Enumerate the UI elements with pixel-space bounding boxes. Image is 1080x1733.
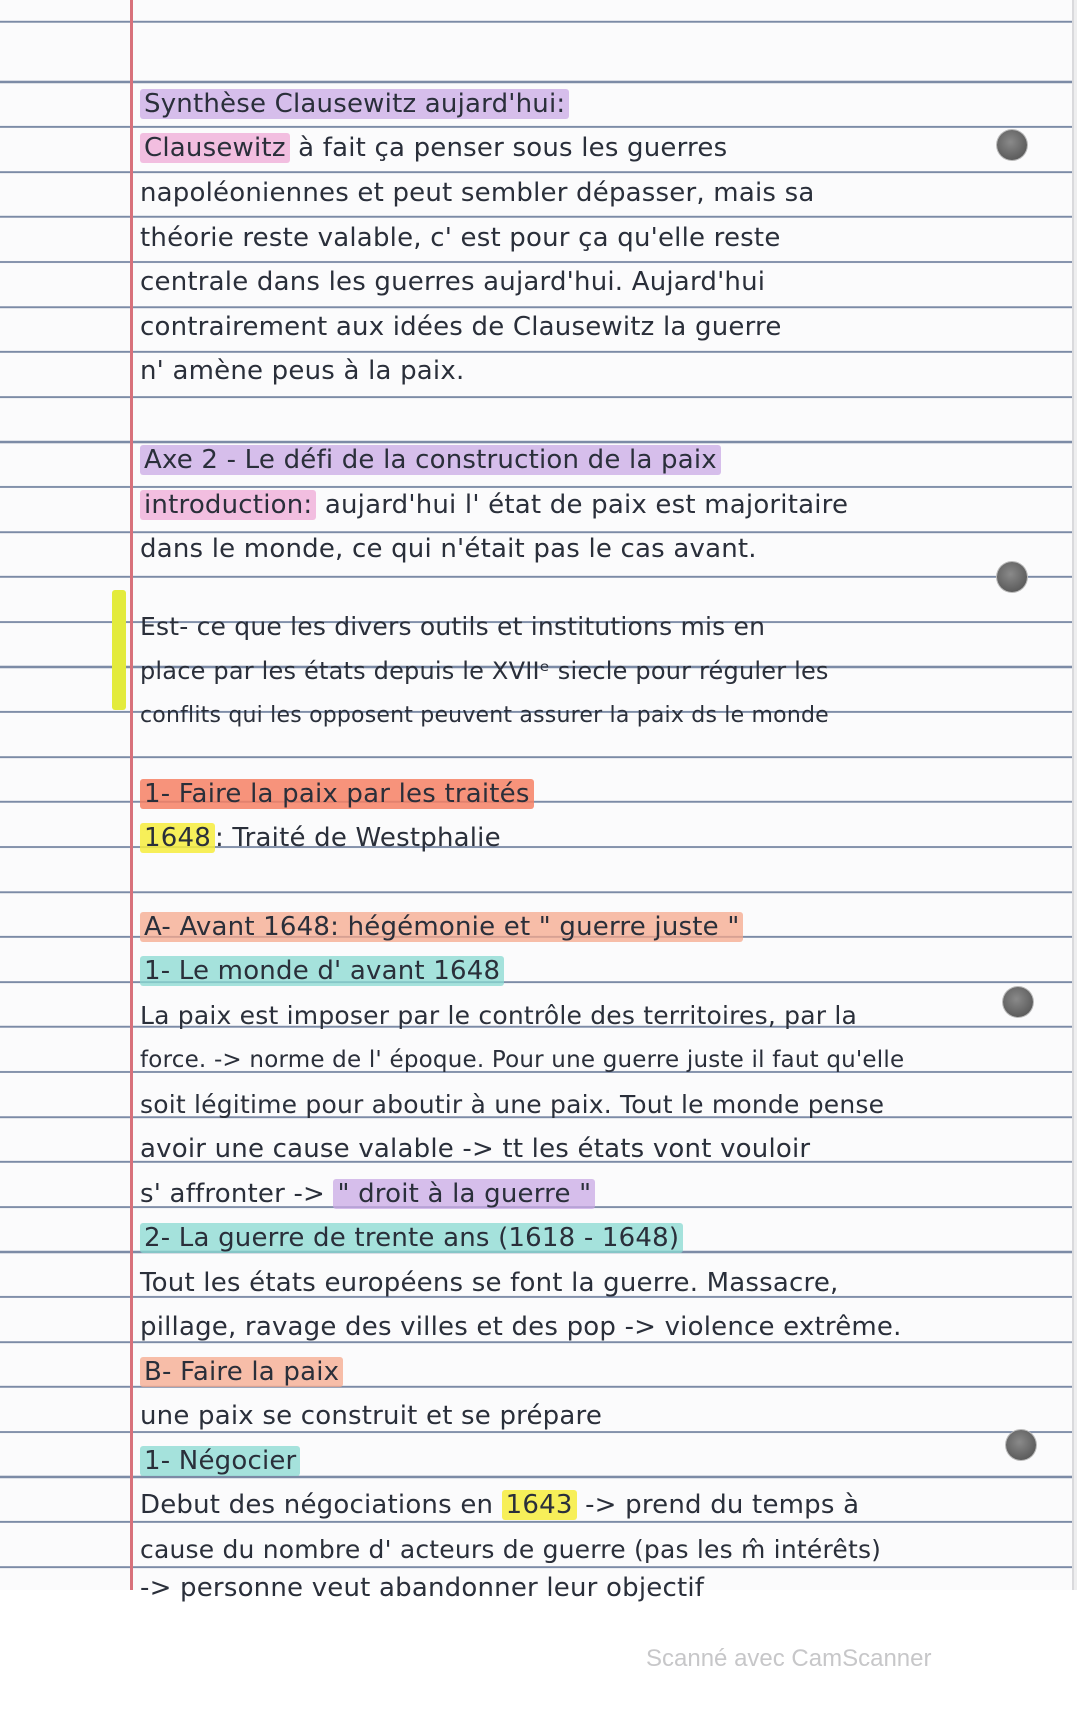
note-line: n' amène peus à la paix. [140,356,465,386]
note-line: cause du nombre d' acteurs de guerre (pas les m̂ intérêts) [140,1535,882,1564]
note-line: centrale dans les guerres aujard'hui. Aujard'hui [140,267,766,297]
problem-line: Est- ce que les divers outils et institutions mis en [140,612,766,641]
note-text: 2- La guerre de trente ans (1618 - 1648) [140,1223,683,1253]
note-text: : Traité de Westphalie [214,823,501,853]
margin-line [130,0,133,1590]
note-line: Tout les états européens se font la guerre. Massacre, [140,1268,839,1298]
note-text: à fait ça penser sous les guerres [289,133,728,163]
note-text: 1- Le monde d' avant 1648 [140,956,504,986]
note-line: soit légitime pour aboutir à une paix. Tout le monde pense [140,1090,885,1119]
note-line: théorie reste valable, c' est pour ça qu'elle reste [140,223,781,253]
section-title-axe2 [140,438,721,482]
note-text: aujard'hui l' état de paix est majoritaire [316,490,849,520]
subsection-title [140,949,504,993]
note-highlight: " droit à la guerre " [333,1179,595,1209]
note-line: force. -> norme de l' époque. Pour une guerre juste il faut qu'elle [140,1047,905,1073]
subpart-title [140,1350,343,1394]
note-line: -> personne veut abandonner leur objectif [140,1573,705,1603]
binder-hole [997,130,1027,160]
note-text: Debut des négociations en [140,1490,502,1520]
binder-hole [1006,1430,1036,1460]
note-line [140,483,848,527]
note-line: une paix se construit et se prépare [140,1401,603,1431]
section-title-synthesis [140,82,569,126]
note-line [140,126,727,170]
note-line: avoir une cause valable -> tt les états vont vouloir [140,1134,811,1164]
note-line: napoléoniennes et peut sembler dépasser, mais sa [140,178,815,208]
note-line [140,816,501,860]
subsection-title [140,1216,683,1260]
note-text: A- Avant 1648: hégémonie et " guerre juste " [140,912,743,942]
date-highlight: 1648 [140,823,215,853]
note-line: contrairement aux idées de Clausewitz la guerre [140,312,782,342]
problem-line: place par les états depuis le XVIIᵉ siecle pour réguler les [140,657,829,685]
binder-hole [1003,987,1033,1017]
date-highlight: 1643 [502,1490,577,1520]
note-text: B- Faire la paix [140,1357,343,1387]
note-text: s' affronter -> [140,1179,334,1209]
note-highlight: Clausewitz [140,133,290,163]
note-text: 1- Faire la paix par les traités [140,779,534,809]
highlight-marker-bar [112,590,126,710]
note-text: Synthèse Clausewitz aujard'hui: [140,89,569,119]
note-text: 1- Négocier [140,1446,300,1476]
note-text: -> prend du temps à [576,1490,860,1520]
note-line: dans le monde, ce qui n'était pas le cas avant. [140,534,757,564]
note-line [140,1172,595,1216]
binder-hole [997,562,1027,592]
problem-line: conflits qui les opposent peuvent assurer la paix ds le monde [140,703,829,728]
subpart-title [140,905,743,949]
note-line [140,1483,859,1527]
subsection-title [140,1439,300,1483]
note-text: Axe 2 - Le défi de la construction de la paix [140,445,721,475]
part-title [140,772,534,816]
scanner-watermark: Scanné avec CamScanner [646,1645,932,1672]
note-line: pillage, ravage des villes et des pop -> violence extrême. [140,1312,902,1342]
note-highlight: introduction: [140,490,316,520]
note-line: La paix est imposer par le contrôle des territoires, par la [140,1001,858,1030]
